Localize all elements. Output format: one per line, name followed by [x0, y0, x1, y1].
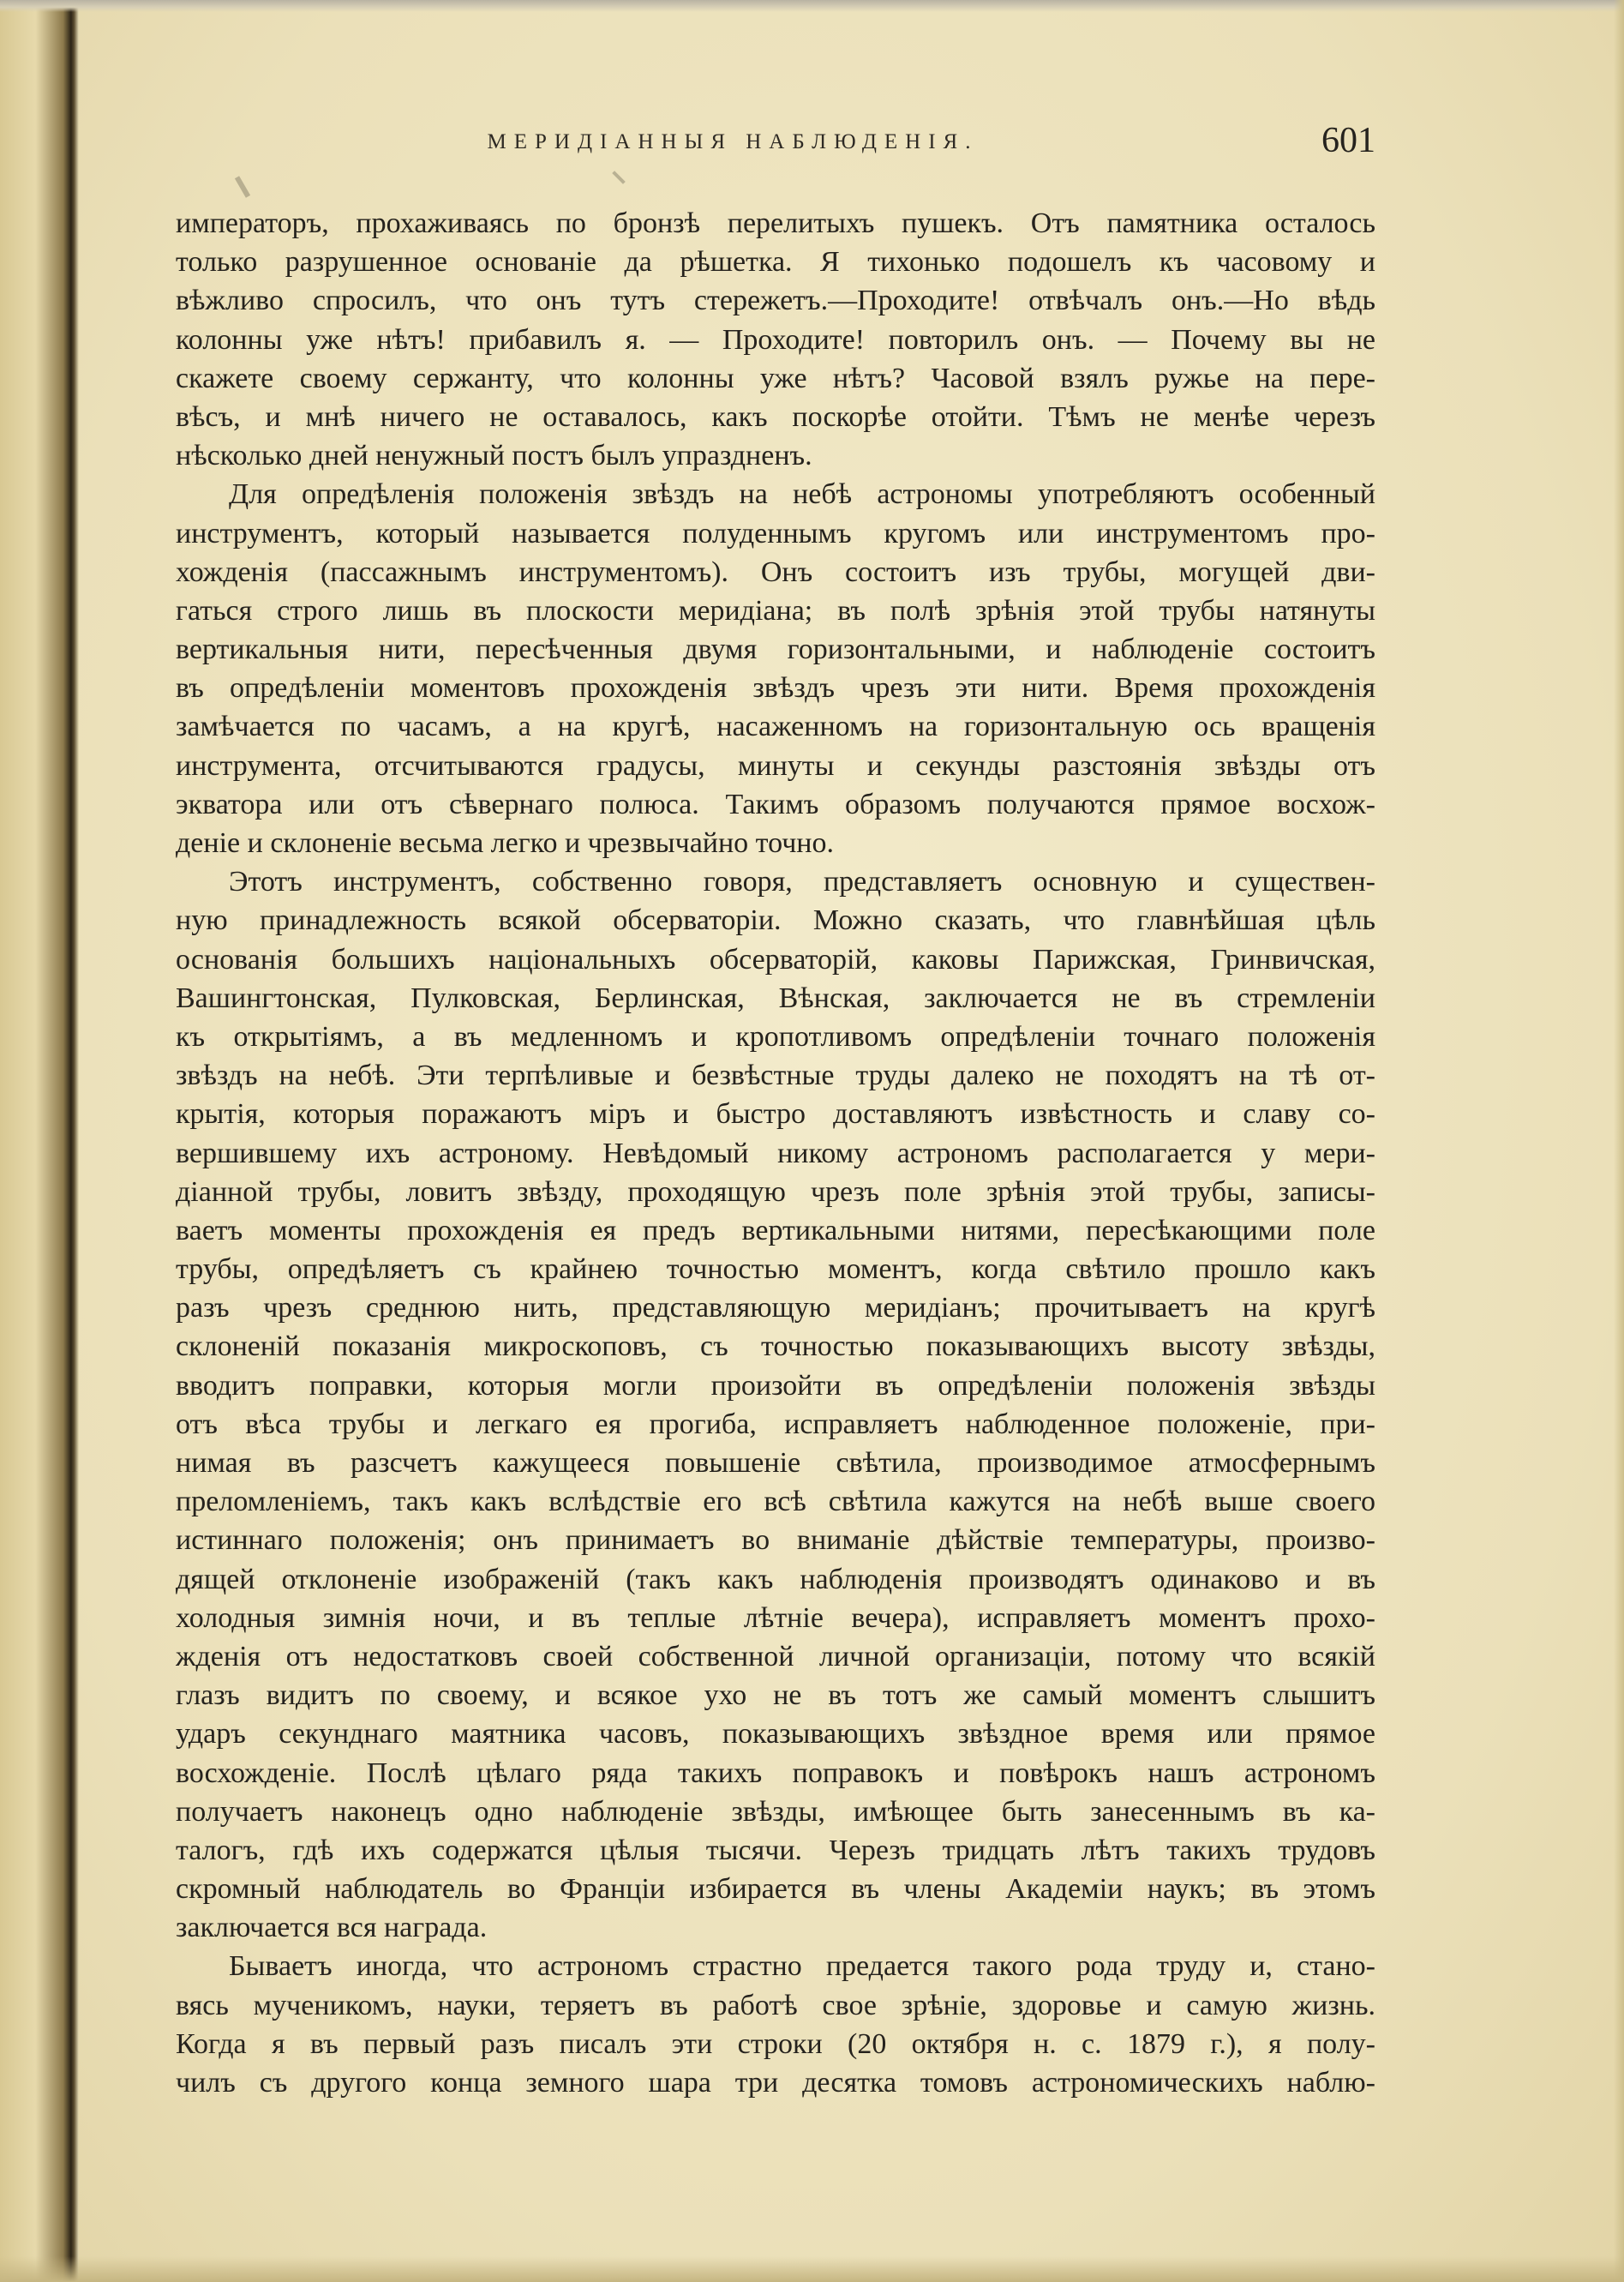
- text-line: вѣсъ, и мнѣ ничего не оставалось, какъ поскорѣе отойти. Тѣмъ не менѣе черезъ: [176, 400, 1375, 433]
- text-line: въ опредѣленіи моментовъ прохожденія звѣздъ чрезъ эти нити. Время прохожденія: [176, 672, 1375, 705]
- text-line: Бываетъ иногда, что астрономъ страстно предается такого рода труду и, стано-: [229, 1950, 1375, 1983]
- text-line: преломленіемъ, такъ какъ вслѣдствіе его всѣ свѣтила кажутся на небѣ выше своего: [176, 1486, 1375, 1518]
- text-line: дящей отклоненіе изображеній (такъ какъ наблюденія производятъ одинаково и въ: [176, 1563, 1375, 1595]
- ink-mark: [612, 171, 626, 184]
- text-line: нимая въ разсчетъ кажущееся повышеніе свѣтила, производимое атмосфернымъ: [176, 1447, 1375, 1479]
- text-line: ную принадлежность всякой обсерваторіи. Можно сказать, что главнѣйшая цѣль: [176, 904, 1375, 937]
- text-line: вершившему ихъ астроному. Невѣдомый никому астрономъ располагается у мери-: [176, 1137, 1375, 1169]
- text-line: склоненій показанія микроскоповъ, съ точностью показывающихъ высоту звѣзды,: [176, 1330, 1375, 1363]
- text-line: скажете своему сержанту, что колонны уже нѣтъ? Часовой взялъ ружье на пере-: [176, 362, 1375, 394]
- text-line: Когда я въ первый разъ писалъ эти строки (20 октября н. с. 1879 г.), я полу-: [176, 2027, 1375, 2060]
- text-line: діанной трубы, ловитъ звѣзду, проходящую чрезъ поле зрѣнія этой трубы, записы-: [176, 1175, 1375, 1208]
- paragraph: [176, 862, 1375, 1947]
- paragraph: [176, 1947, 1375, 2102]
- text-line: ваетъ моменты прохожденія ея предъ вертикальными нитями, пересѣкающими поле: [176, 1214, 1375, 1246]
- page-right-edge: [1614, 0, 1624, 2282]
- page-header: [176, 120, 1375, 171]
- paragraph: [176, 475, 1375, 862]
- text-line: чилъ съ другого конца земного шара три десятка томовъ астрономическихъ наблю-: [176, 2067, 1375, 2099]
- running-title: МЕРИДІАННЫЯ НАБЛЮДЕНІЯ.: [487, 130, 979, 153]
- text-line: звѣздъ на небѣ. Эти терпѣливые и безвѣстные труды далеко не походятъ на тѣ от-: [176, 1060, 1375, 1092]
- text-line: талогъ, гдѣ ихъ содержатся цѣлыя тысячи. Черезъ тридцать лѣтъ такихъ трудовъ: [176, 1834, 1375, 1866]
- text-line: къ открытіямъ, а въ медленномъ и кропотливомъ опредѣленіи точнаго положенія: [176, 1020, 1375, 1053]
- text-line: императоръ, прохаживаясь по бронзѣ перелитыхъ пушекъ. Отъ памятника осталось: [176, 207, 1375, 239]
- text-line: Этотъ инструментъ, собственно говоря, представляетъ основную и существен-: [229, 866, 1375, 898]
- text-line: деніе и склоненіе весьма легко и чрезвычайно точно.: [176, 827, 835, 859]
- text-line: отъ вѣса трубы и легкаго ея прогиба, исправляетъ наблюденное положеніе, при-: [176, 1408, 1375, 1440]
- text-line: вводитъ поправки, которыя могли произойти въ опредѣленіи положенія звѣзды: [176, 1369, 1375, 1402]
- text-line: крытія, которыя поражаютъ міръ и быстро доставляютъ извѣстность и славу со-: [176, 1098, 1375, 1131]
- text-line: разъ чрезъ среднюю нить, представляющую меридіанъ; прочитываетъ на кругѣ: [176, 1292, 1375, 1324]
- text-line: получаетъ наконецъ одно наблюденіе звѣзды, имѣющее быть занесеннымъ въ ка-: [176, 1795, 1375, 1828]
- text-line: Для опредѣленія положенія звѣздъ на небѣ астрономы употребляютъ особенный: [229, 478, 1375, 511]
- text-line: холодныя зимнія ночи, и въ теплые лѣтніе вечера), исправляетъ моментъ прохо-: [176, 1601, 1375, 1634]
- text-line: вертикальныя нити, пересѣченныя двумя горизонтальными, и наблюденіе состоитъ: [176, 634, 1375, 666]
- text-line: инструмента, отсчитываются градусы, минуты и секунды разстоянія звѣзды отъ: [176, 749, 1375, 782]
- text-line: Вашингтонская, Пулковская, Берлинская, Вѣнская, заключается не въ стремленіи: [176, 982, 1375, 1014]
- text-line: экватора или отъ сѣвернаго полюса. Такимъ образомъ получаются прямое восхож-: [176, 788, 1375, 820]
- text-line: замѣчается по часамъ, а на кругѣ, насаженномъ на горизонтальную ось вращенія: [176, 711, 1375, 743]
- ink-mark: [235, 176, 250, 198]
- text-line: вясь мученикомъ, науки, теряетъ въ работѣ свое зрѣніе, здоровье и самую жизнь.: [176, 1989, 1375, 2021]
- page-bottom-edge: [0, 2256, 1624, 2282]
- body-text: [176, 204, 1375, 2102]
- text-line: колонны уже нѣтъ! прибавилъ я. — Проходите! повторилъ онъ. — Почему вы не: [176, 323, 1375, 356]
- text-line: восхожденіе. Послѣ цѣлаго ряда такихъ поправокъ и повѣрокъ нашъ астрономъ: [176, 1757, 1375, 1789]
- text-line: глазъ видитъ по своему, и всякое ухо не въ тотъ же самый моментъ слышитъ: [176, 1679, 1375, 1712]
- text-line: гаться строго лишь въ плоскости меридіана; въ полѣ зрѣнія этой трубы натянуты: [176, 594, 1375, 627]
- text-line: инструментъ, который называется полуденнымъ кругомъ или инструментомъ про-: [176, 517, 1375, 549]
- text-line: истиннаго положенія; онъ принимаетъ во вниманіе дѣйствіе температуры, произво-: [176, 1524, 1375, 1557]
- text-line: трубы, опредѣляетъ съ крайнею точностью моментъ, когда свѣтило прошло какъ: [176, 1253, 1375, 1286]
- page-top-edge: [0, 0, 1624, 12]
- text-line: только разрушенное основаніе да рѣшетка. Я тихонько подошелъ къ часовому и: [176, 246, 1375, 279]
- text-line: хожденія (пассажнымъ инструментомъ). Онъ состоитъ изъ трубы, могущей дви-: [176, 555, 1375, 588]
- binding-gutter: [0, 0, 79, 2282]
- text-line: нѣсколько дней ненужный постъ былъ упраздненъ.: [176, 440, 812, 472]
- text-line: жденія отъ недостатковъ своей собственной личной организаціи, потому что всякій: [176, 1640, 1375, 1672]
- text-line: вѣжливо спросилъ, что онъ тутъ стережетъ.—Проходите! отвѣчалъ онъ.—Но вѣдь: [176, 285, 1375, 317]
- text-line: скромный наблюдатель во Франціи избирается въ члены Академіи наукъ; въ этомъ: [176, 1873, 1375, 1906]
- text-line: основанія большихъ національныхъ обсерваторій, каковы Парижская, Гринвичская,: [176, 943, 1375, 976]
- paragraph: [176, 204, 1375, 475]
- text-line: заключается вся награда.: [176, 1912, 488, 1944]
- page-number: 601: [1321, 121, 1375, 160]
- text-line: ударъ секунднаго маятника часовъ, показывающихъ звѣздное время или прямое: [176, 1718, 1375, 1751]
